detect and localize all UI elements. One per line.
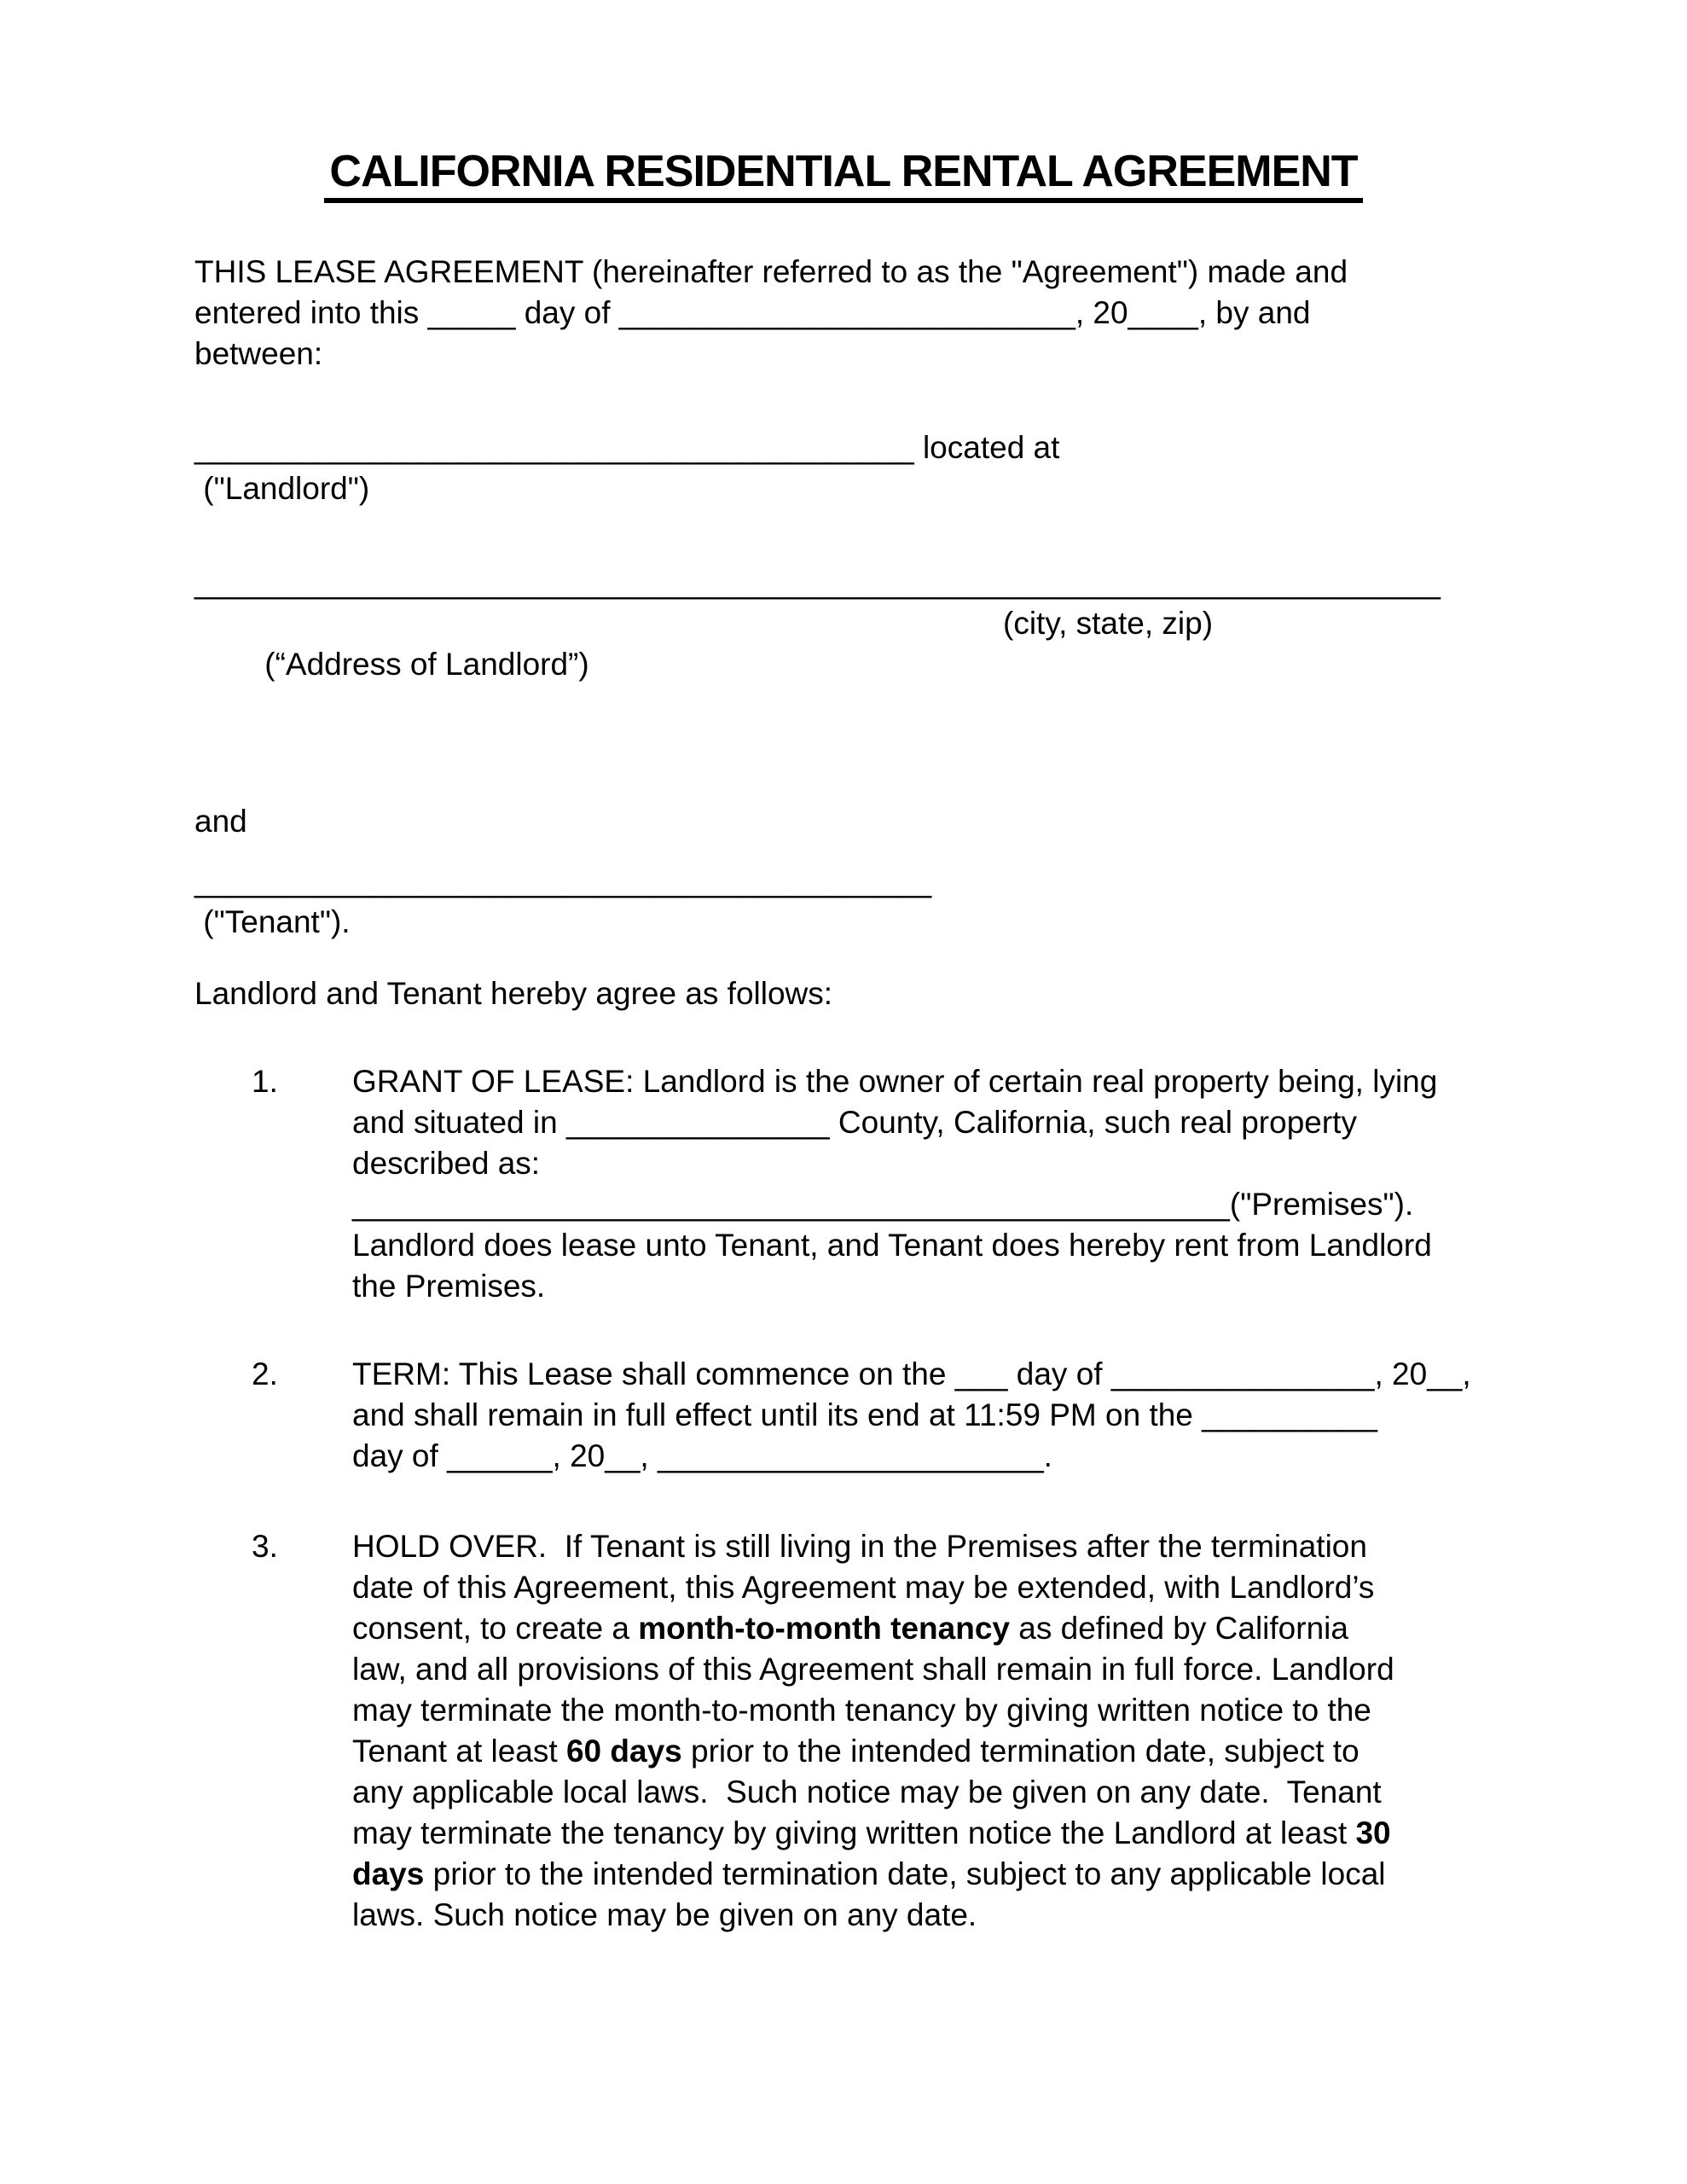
clause-3-text [352,1526,1394,1936]
clause-3-line-10: laws. Such notice may be given on any date. [352,1897,977,1932]
clause-1-line-4-premises-blank: __________________________________________________("Premises"). [352,1187,1414,1222]
clause-2-number: 2. [252,1356,278,1391]
clause-3-line-5: may terminate the month-to-month tenancy by giving written notice to the [352,1693,1371,1728]
clause-1-line-3: described as: [352,1146,541,1181]
intro-paragraph [194,252,1516,375]
clause-3-line-2: date of this Agreement, this Agreement may be extended, with Landlord’s [352,1570,1375,1605]
days-emphasis: days [352,1856,425,1891]
sixty-days-emphasis: 60 days [565,1734,682,1769]
clause-1-number: 1. [252,1064,278,1099]
clause-3-line-3: consent, to create a month-to-month tenancy as defined by California [352,1611,1348,1646]
clause-2-text [352,1354,1471,1477]
thirty-emphasis: 30 [1355,1815,1391,1850]
clause-hold-over [194,1526,1516,1936]
tenant-name-block [194,861,1516,943]
landlord-name-block [194,427,1516,509]
clause-1-text [352,1061,1437,1307]
and-text: and [194,804,247,839]
clause-3-line-9: days prior to the intended termination date, subject to any applicable local [352,1856,1386,1891]
clause-2-line-2-end-blank: and shall remain in full effect until its end at 11:59 PM on the __________ [352,1397,1377,1432]
clause-term [194,1354,1516,1477]
clause-3-number: 3. [252,1529,278,1564]
document-body [0,252,1687,1936]
tenant-label: ("Tenant"). [194,904,351,939]
document-title: CALIFORNIA RESIDENTIAL RENTAL AGREEMENT [324,147,1362,203]
landlord-address-block [194,562,1516,767]
clause-3-line-6: Tenant at least 60 days prior to the intended termination date, subject to [352,1734,1359,1769]
clause-2-line-3-date-blanks: day of ______, 20__, ______________________. [352,1438,1052,1473]
clause-grant-of-lease [194,1061,1516,1307]
clause-1-line-6: the Premises. [352,1269,546,1304]
clause-2-line-1-commence-blanks: TERM: This Lease shall commence on the ___ day of _______________, 20__, [352,1356,1471,1391]
address-of-landlord-label: (“Address of Landlord”) [264,647,589,682]
city-state-zip-label: (city, state, zip) [1003,606,1214,641]
address-labels-row [194,603,1516,767]
clause-3-line-8: may terminate the tenancy by giving written notice the Landlord at least 30 [352,1815,1391,1850]
clause-1-line-5: Landlord does lease unto Tenant, and Tenant does hereby rent from Landlord [352,1228,1432,1263]
agreement-intro-line: Landlord and Tenant hereby agree as follows: [194,976,833,1011]
clause-1-line-1: GRANT OF LEASE: Landlord is the owner of certain real property being, lying [352,1064,1438,1099]
clause-3-line-4: law, and all provisions of this Agreement shall remain in full force. Landlord [352,1652,1394,1687]
intro-line-3: between: [194,336,323,371]
month-to-month-tenancy-emphasis: month-to-month tenancy [638,1611,1010,1646]
landlord-name-blank-line: _________________________________________ located at [194,430,1060,465]
tenant-name-blank-line: __________________________________________ [194,863,932,898]
intro-line-2-with-date-blanks: entered into this _____ day of __________________________, 20____, by and [194,295,1311,330]
landlord-label: ("Landlord") [194,471,370,506]
clause-3-line-1: HOLD OVER. If Tenant is still living in the Premises after the termination [352,1529,1367,1564]
clause-3-line-7: any applicable local laws. Such notice may be given on any date. Tenant [352,1774,1382,1809]
title-row [0,0,1687,202]
intro-line-1: THIS LEASE AGREEMENT (hereinafter referred to as the "Agreement") made and [194,254,1348,289]
landlord-address-blank-line: _______________________________________________________________________ [194,565,1441,600]
clause-1-line-2-county-blank: and situated in _______________ County, California, such real property [352,1105,1357,1140]
